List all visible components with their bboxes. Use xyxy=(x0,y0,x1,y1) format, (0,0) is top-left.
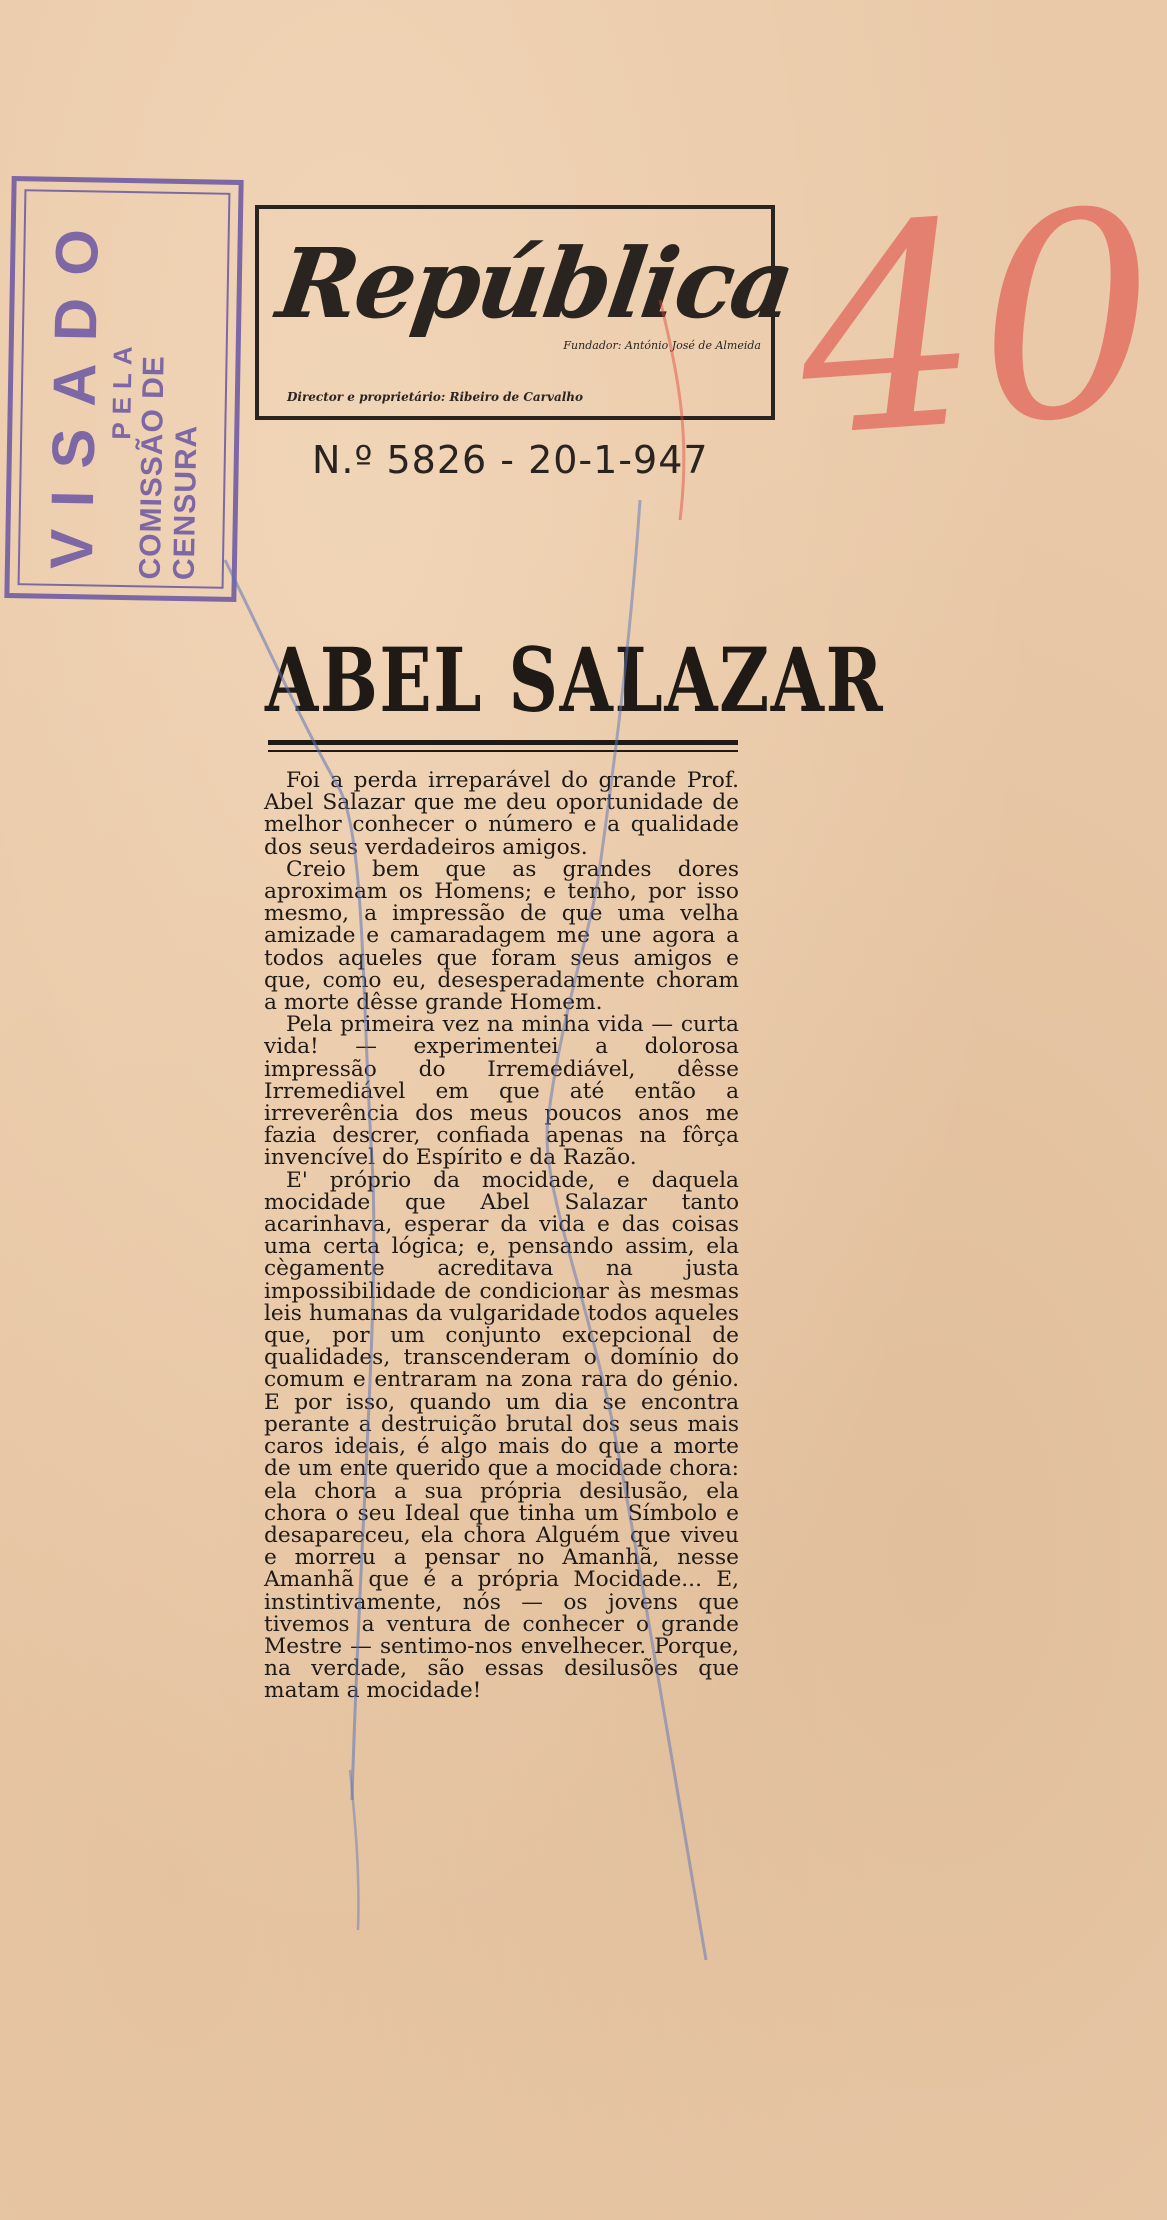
stamp-visado: VISADO xyxy=(37,206,112,570)
article-headline: ABEL SALAZAR xyxy=(265,628,885,732)
masthead-director: Director e proprietário: Ribeiro de Carvalho xyxy=(287,390,584,404)
article-paragraph: E' próprio da mocidade, e daquela mocidade que Abel Salazar tanto acarinhava, esperar da vida e das coisas uma certa lógica; e, pensando assim, ela cègamente acreditava na justa impossibilidade de condicionar às mesmas leis humanas da vulgaridade todos aqueles que, por um conjunto excepcional de qualidades, transcenderam o domínio do comum e entraram na zona rara do génio. E por isso, quando um dia se encontra perante a destruição brutal dos seus mais caros ideais, é algo mais do que a morte de um ente querido que a mocidade chora: ela chora a sua própria desilusão, ela chora o seu Ideal que tinha um Símbolo e desapareceu, ela chora Alguém que viveu e morreu a pensar no Amanhã, nesse Amanhã que é a própria Mocidade... E, instintivamente, nós — os jovens que tivemos a ventura de conhecer o grande Mestre — sentimo-nos envelhecer. Porque, na verdade, são essas desilusões que matam a mocidade! xyxy=(264,1167,739,1704)
headline-rule-thin xyxy=(268,750,738,752)
newspaper-masthead xyxy=(255,205,799,420)
article-body xyxy=(264,770,739,1703)
issue-number-date: N.º 5826 - 20-1-947 xyxy=(312,438,709,482)
masthead-founder: Fundador: António José de Almeida xyxy=(563,339,761,352)
stamp-commission: COMISSÃO DE CENSURA xyxy=(133,354,204,581)
article-paragraph: Pela primeira vez na minha vida — curta vida! — experimentei a dolorosa impressão do Irremediável, dêsse Irremediável em que até então a irreverência dos meus poucos anos me fazia descrer, confiada apenas na fôrça invencível do Espírito e da Razão. xyxy=(264,1012,739,1171)
headline-rule-thick xyxy=(268,740,738,745)
article-paragraph: Creio bem que as grandes dores aproximam os Homens; e tenho, por isso mesmo, a impressão de que uma velha amizade e camaradagem me une agora a todos aqueles que foram seus amigos e que, como eu, desesperadamente choram a morte dêsse grande Homem. xyxy=(264,856,739,1016)
masthead-title: República xyxy=(271,227,799,340)
censorship-stamp xyxy=(4,176,243,602)
stamp-text-block xyxy=(21,197,228,580)
stamp-pela: PELA xyxy=(106,338,138,440)
handwritten-red-number: 40 xyxy=(789,149,1167,501)
blue-pencil-line xyxy=(350,1770,358,1930)
article-paragraph: Foi a perda irreparável do grande Prof. Abel Salazar que me deu oportunidade de melhor conhecer o número e a qualidade dos seus verdadeiros amigos. xyxy=(264,768,739,860)
